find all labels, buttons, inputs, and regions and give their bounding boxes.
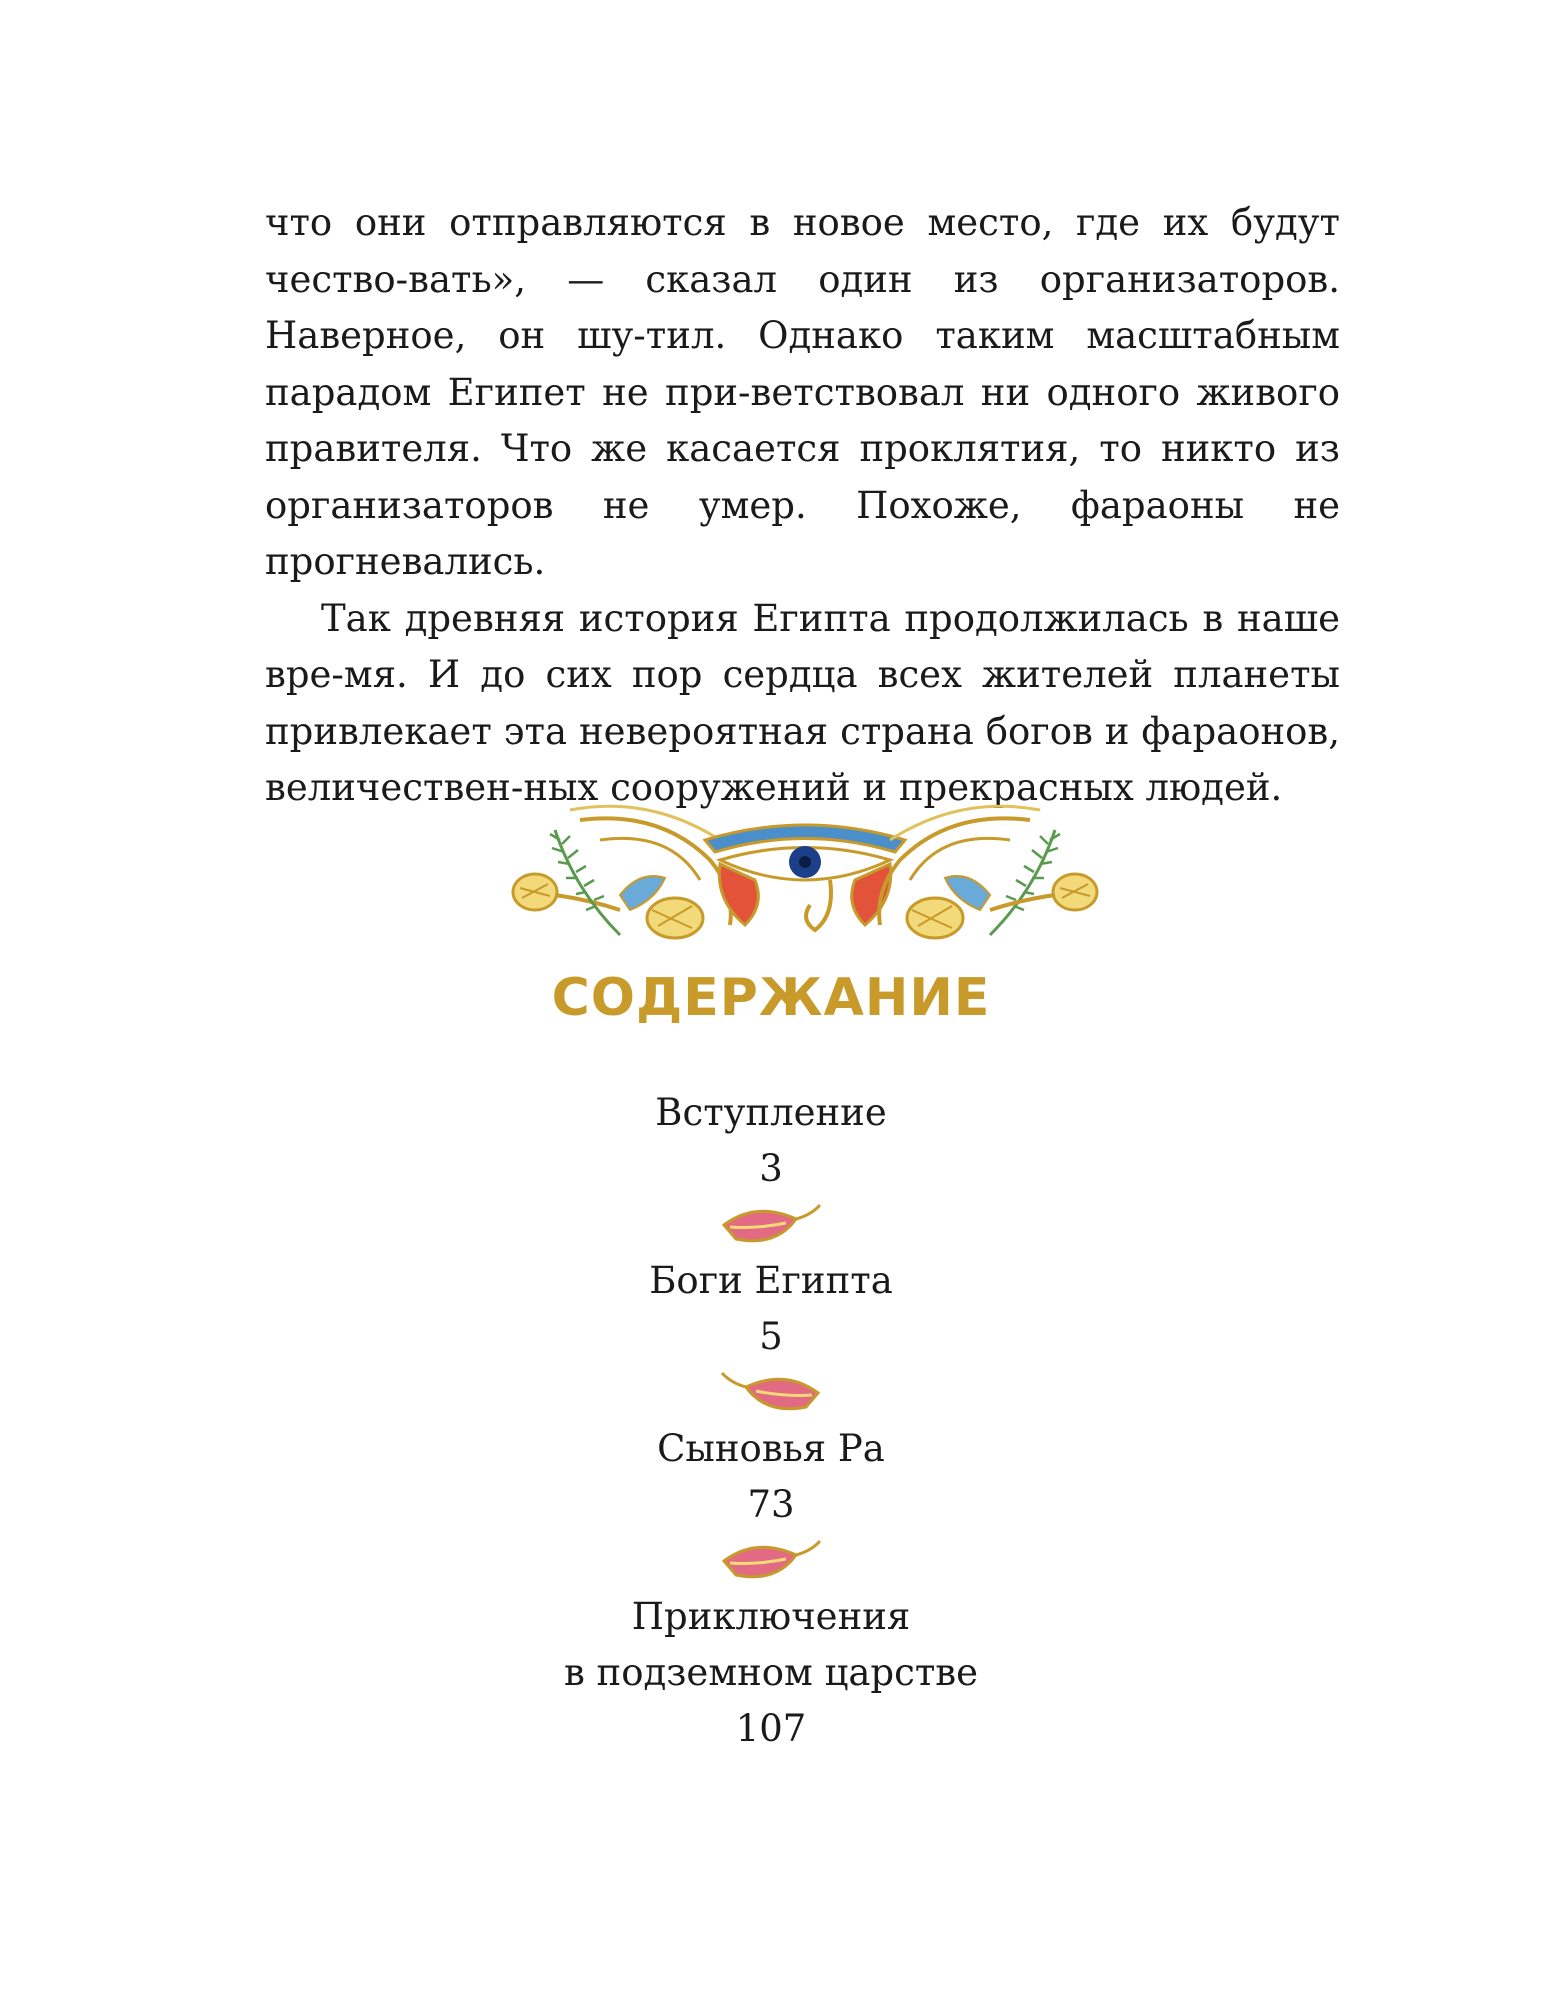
toc-entry[interactable] xyxy=(0,1589,1542,1757)
left-leaf-branch xyxy=(550,830,620,935)
toc-entry[interactable] xyxy=(0,1085,1542,1197)
toc-entry[interactable] xyxy=(0,1421,1542,1533)
eye xyxy=(705,825,905,930)
body-text xyxy=(265,195,1340,817)
toc-entry-title: Боги Египта xyxy=(649,1259,893,1302)
toc-entry-page: 5 xyxy=(759,1315,783,1358)
right-leaf-branch xyxy=(990,830,1060,935)
eye-of-horus-ornament-icon xyxy=(500,800,1110,950)
toc-entry-page: 107 xyxy=(735,1707,807,1750)
table-of-contents xyxy=(0,1085,1542,1757)
right-lotus-bud xyxy=(990,874,1097,910)
toc-entry-title-line2: в подземном царстве xyxy=(563,1651,979,1694)
leaf-separator-icon xyxy=(716,1367,826,1419)
toc-entry-page: 3 xyxy=(759,1147,783,1190)
left-lotus-bud xyxy=(513,874,620,910)
toc-entry-title: Сыновья Ра xyxy=(657,1427,885,1470)
leaf-separator-icon xyxy=(716,1535,826,1587)
toc-entry-title: Вступление xyxy=(655,1091,887,1134)
toc-heading: СОДЕРЖАНИЕ xyxy=(551,968,991,1028)
leaf-separator-icon xyxy=(716,1199,826,1251)
paragraph-1: что они отправляются в новое место, где их будут чество-вать», — сказал один из организаторов. Наверное, он шу-тил. Однако таким масштабным парадом Египет не при-ветствовал ни одного живого правителя. Что же касается проклятия, то никто из организаторов не умер. Похоже, фараоны не прогневались. xyxy=(265,201,1340,583)
paragraph-2: Так древняя история Египта продолжилась в наше вре-мя. И до сих пор сердца всех жителей планеты привлекает эта невероятная страна богов и фараонов, величествен-ных сооружений и прекрасных людей. xyxy=(265,596,1340,809)
toc-entry[interactable] xyxy=(0,1253,1542,1365)
toc-entry-page: 73 xyxy=(747,1483,795,1526)
toc-entry-title: Приключения xyxy=(631,1595,911,1638)
